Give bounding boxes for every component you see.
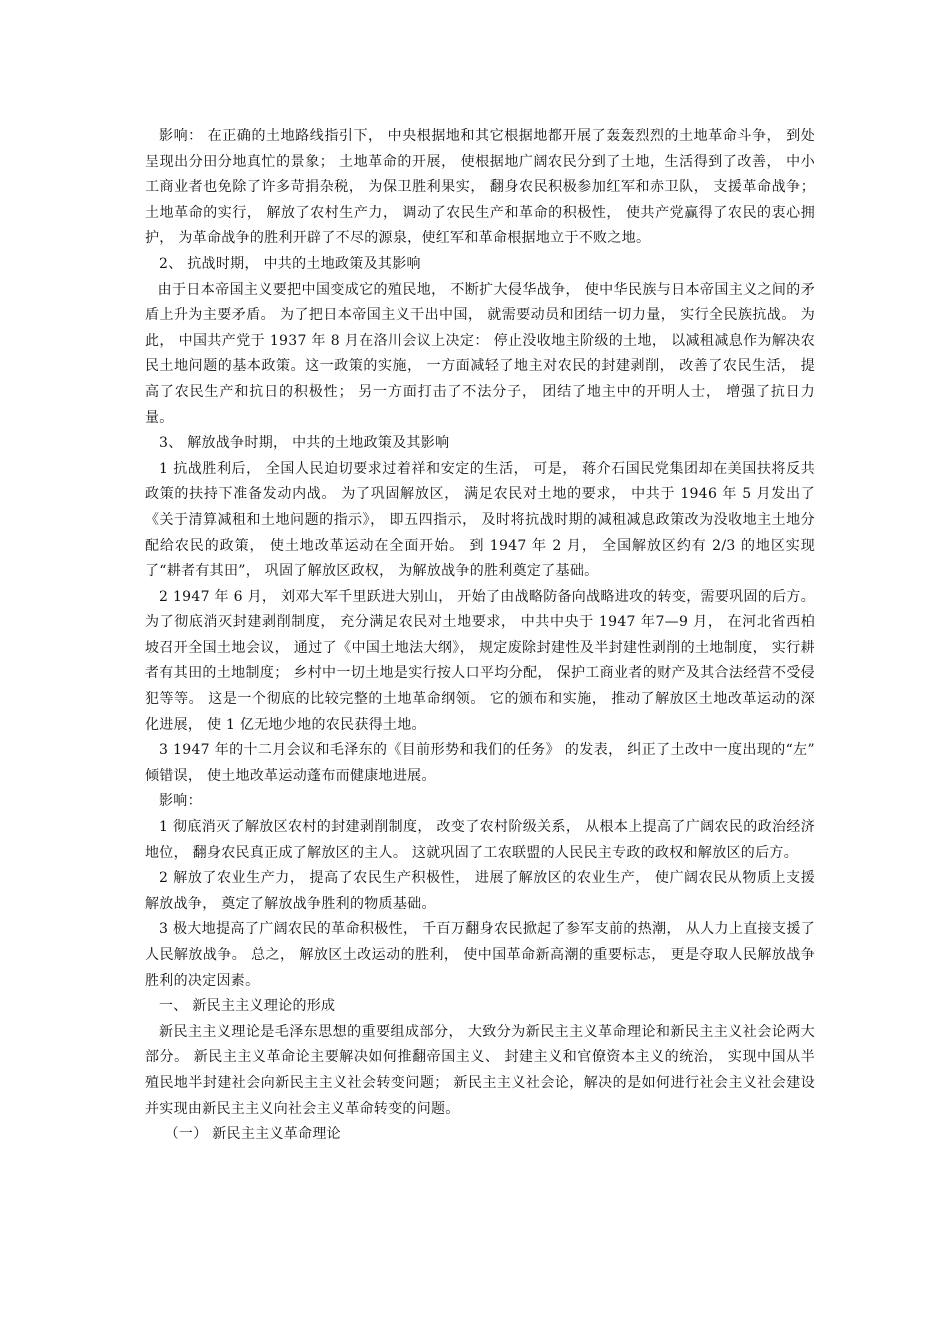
heading-new-democracy-theory: 一、 新民主主义理论的形成 [159, 998, 336, 1015]
paragraph-impact-3: 3 极大地提高了广阔农民的革命积极性， 千百万翻身农民掀起了参军支前的热潮， 从人力上直接支援了人民解放战争。 总之， 解放区土改运动的胜利， 使中国革命新高潮的重要标志， 更是夺取人民解放战争胜利的决定因素。 [145, 921, 815, 989]
paragraph-liberation-war-point-2: 2 1947 年 6 月， 刘邓大军千里跃进大别山， 开始了由战略防备向战略进攻的转变，需要巩固的后方。 为了彻底消灭封建剥削制度， 充分满足农民对土地要求， 中共中央于 1947 年7—9 月， 在河北省西柏坡召开全国土地会议， 通过了《中国土地法大纲》， 规定废除封建性及半封建性剥削的土地制度， 实行耕者有其田的土地制度； 乡村中一切土地是实行按人口平均分配， 保护工商业者的财产及其合法经营不受侵犯等等。 这是一个彻底的比较完整的土地革命纲领。 它的颁布和实施， 推动了解放区土地改革运动的深化进展， 使 1 亿无地少地的农民获得土地。 [145, 588, 815, 733]
paragraph-land-revolution-impact: 影响： 在正确的土地路线指引下， 中央根据地和其它根据地都开展了轰轰烈烈的土地革命斗争， 到处呈现出分田分地真忙的景象； 土地革命的开展， 使根据地广阔农民分到了土地，生活得到了改善， 中小工商业者也免除了许多苛捐杂税， 为保卫胜利果实， 翻身农民积极参加红军和赤卫队， 支援革命战争； 土地革命的实行， 解放了农村生产力， 调动了农民生产和革命的积极性， 使共产党赢得了农民的衷心拥护， 为革命战争的胜利开辟了不尽的源泉，使红军和革命根据地立于不败之地。 [145, 128, 815, 247]
heading-impact: 影响： [159, 793, 202, 810]
heading-liberation-war-policy: 3、 解放战争时期， 中共的土地政策及其影响 [159, 435, 450, 452]
heading-new-democratic-revolution-theory: （一） 新民主主义革命理论 [164, 1126, 341, 1143]
heading-anti-japanese-war-policy: 2、 抗战时期， 中共的土地政策及其影响 [159, 255, 421, 272]
paragraph-impact-2: 2 解放了农业生产力， 提高了农民生产积极性， 进展了解放区的农业生产， 使广阔农民从物质上支援解放战争， 奠定了解放战争胜利的物质基础。 [145, 870, 815, 912]
paragraph-new-democracy-theory: 新民主主义理论是毛泽东思想的重要组成部分， 大致分为新民主主义革命理论和新民主主义社会论两大部分。 新民主主义革命论主要解决如何推翻帝国主义、 封建主义和官僚资本主义的统治， 实现中国从半殖民地半封建社会向新民主主义社会转变问题； 新民主主义社会论，解决的是如何进行社会主义社会建设并实现由新民主主义向社会主义革命转变的问题。 [145, 1023, 815, 1117]
paragraph-impact-1: 1 彻底消灭了解放区农村的封建剥削制度， 改变了农村阶级关系， 从根本上提高了广阔农民的政治经济地位， 翻身农民真正成了解放区的主人。 这就巩固了工农联盟的人民民主专政的政权和解放区的后方。 [145, 819, 815, 861]
paragraph-liberation-war-point-3: 3 1947 年的十二月会议和毛泽东的《目前形势和我们的任务》 的发表， 纠正了土改中一度出现的“左” 倾错误， 使土地改革运动蓬布而健康地进展。 [145, 742, 815, 784]
paragraph-anti-japanese-war-policy: 由于日本帝国主义要把中国变成它的殖民地， 不断扩大侵华战争， 使中华民族与日本帝国主义之间的矛盾上升为主要矛盾。 为了把日本帝国主义干出中国， 就需要动员和团结一切力量， 实行全民族抗战。 为此， 中国共产党于 1937 年 8 月在洛川会议上决定： 停止没收地主阶级的土地， 以减租减息作为解决农民土地问题的基本政策。这一政策的实施， 一方面减轻了地主对农民的封建剥削， 改善了农民生活， 提高了农民生产和抗日的积极性； 另一方面打击了不法分子， 团结了地主中的开明人士， 增强了抗日力量。 [145, 281, 815, 426]
paragraph-liberation-war-point-1: 1 抗战胜利后， 全国人民迫切要求过着祥和安定的生活， 可是， 蒋介石国民党集团却在美国扶将反共政策的扶持下准备发动内战。 为了巩固解放区， 满足农民对土地的要求， 中共于 1946 年 5 月发出了《关于清算减租和土地问题的指示》， 即五四指示， 及时将抗战时期的减租减息政策改为没收地主土地分配给农民的政策， 使土地改革运动在全面开始。 到 1947 年 2 月， 全国解放区约有 2/3 的地区实现了“耕者有其田”， 巩固了解放区政权， 为解放战争的胜利奠定了基础。 [145, 460, 815, 580]
document-body [145, 124, 815, 1148]
